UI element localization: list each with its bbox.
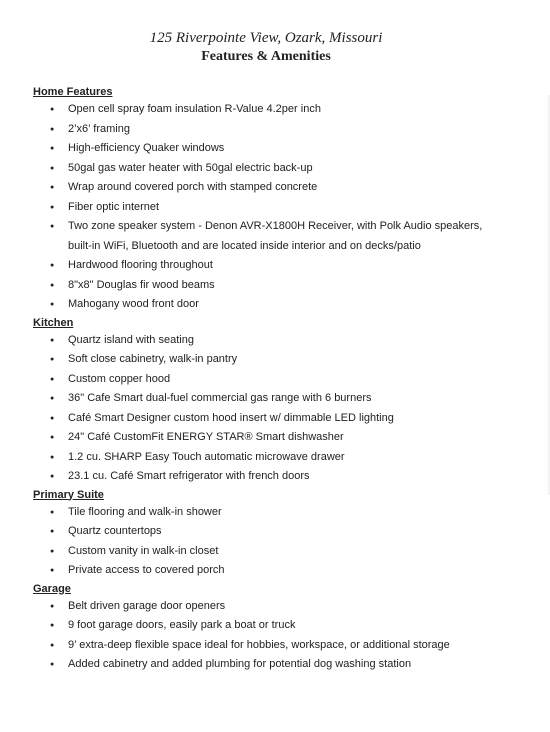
section-kitchen	[33, 315, 503, 487]
list-item: ● 23.1 cu. Café Smart refrigerator with french doors	[33, 467, 503, 487]
list-item: ● Private access to covered porch	[33, 561, 503, 581]
list-item: ● Open cell spray foam insulation R-Value 4.2per inch	[33, 100, 503, 120]
list-item: ● Café Smart Designer custom hood insert w/ dimmable LED lighting	[33, 409, 503, 429]
page-title: 125 Riverpointe View, Ozark, Missouri	[149, 30, 383, 46]
page-edge-shadow	[546, 95, 550, 495]
list-item: ● Hardwood flooring throughout	[33, 256, 503, 276]
list-item: ● 2’x6’ framing	[33, 120, 503, 140]
list-item: ● 24" Café CustomFit ENERGY STAR® Smart dishwasher	[33, 428, 503, 448]
list-item: ● Wrap around covered porch with stamped concrete	[33, 178, 503, 198]
list-item: ● 8"x8" Douglas fir wood beams	[33, 276, 503, 296]
section-items	[33, 597, 503, 675]
list-item: ● 50gal gas water heater with 50gal electric back-up	[33, 159, 503, 179]
list-item: ● Custom copper hood	[33, 370, 503, 390]
section-heading: Garage	[33, 582, 71, 595]
section-home-features	[33, 84, 503, 315]
list-item: ● High-efficiency Quaker windows	[33, 139, 503, 159]
list-item: ● 36" Cafe Smart dual-fuel commercial gas range with 6 burners	[33, 389, 503, 409]
section-heading: Kitchen	[33, 316, 74, 329]
list-item: ● 1.2 cu. SHARP Easy Touch automatic microwave drawer	[33, 448, 503, 468]
section-items	[33, 503, 503, 581]
list-item: ● Mahogany wood front door	[33, 295, 503, 315]
page-subtitle: Features & Amenities	[201, 49, 331, 64]
list-item: ● Tile flooring and walk-in shower	[33, 503, 503, 523]
list-item: ● Fiber optic internet	[33, 198, 503, 218]
section-items	[33, 100, 503, 315]
section-garage	[33, 581, 503, 675]
section-primary-suite	[33, 487, 503, 581]
list-item: ● Quartz countertops	[33, 522, 503, 542]
list-item: ● Added cabinetry and added plumbing for potential dog washing station	[33, 655, 503, 675]
list-item: ● Belt driven garage door openers	[33, 597, 503, 617]
document-header	[0, 28, 532, 66]
section-heading: Home Features	[33, 86, 113, 98]
section-heading: Primary Suite	[33, 488, 104, 501]
list-item: ● 9 foot garage doors, easily park a boat or truck	[33, 616, 503, 636]
list-item: ● Soft close cabinetry, walk-in pantry	[33, 350, 503, 370]
list-item: ● Quartz island with seating	[33, 331, 503, 351]
list-item: ● Custom vanity in walk-in closet	[33, 542, 503, 562]
list-item: ● Two zone speaker system - Denon AVR-X1800H Receiver, with Polk Audio speakers, built-in WiFi, Bluetooth and are located inside interior and on decks/patio	[33, 217, 503, 256]
features-list	[33, 84, 503, 675]
section-items	[33, 331, 503, 487]
list-item: ● 9’ extra-deep flexible space ideal for hobbies, workspace, or additional storage	[33, 636, 503, 656]
